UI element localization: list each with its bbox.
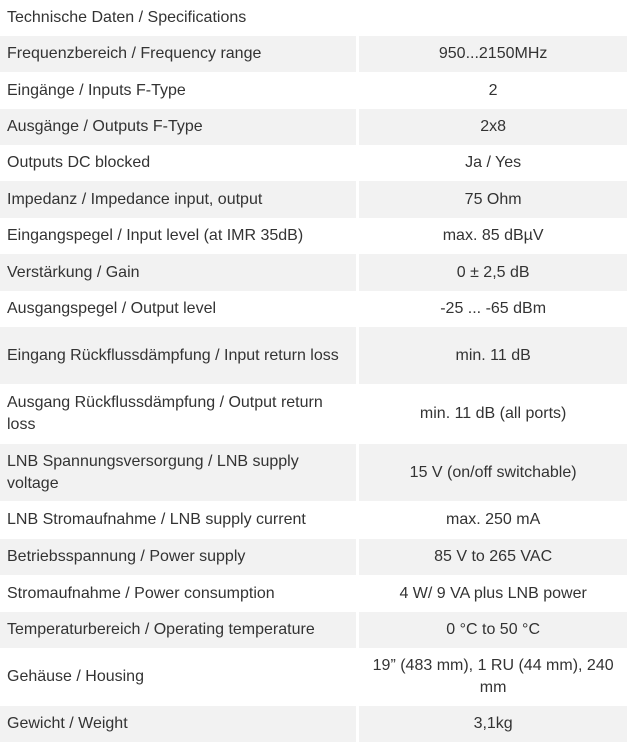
row-label: LNB Spannungsversorgung / LNB supply voltage	[0, 444, 356, 501]
table-row	[0, 648, 627, 706]
row-label: Impedanz / Impedance input, output	[0, 181, 356, 218]
row-value: 3,1kg	[359, 706, 627, 742]
row-label: Ausgangspegel / Output level	[7, 300, 217, 317]
row-value: 0 ± 2,5 dB	[359, 254, 627, 291]
row-label: Outputs DC blocked	[7, 154, 151, 171]
row-label: Ausgänge / Outputs F-Type	[0, 109, 356, 145]
row-label: Frequenzbereich / Frequency range	[0, 36, 356, 72]
row-label: Gewicht / Weight	[0, 706, 356, 742]
row-value: 2x8	[359, 109, 627, 145]
row-value: Ja / Yes	[465, 154, 522, 171]
row-value: max. 250 mA	[446, 511, 541, 528]
table-row	[0, 575, 627, 612]
row-label: Eingang Rückflussdämpfung / Input return loss	[0, 327, 356, 384]
table-row	[0, 612, 627, 648]
row-label: LNB Stromaufnahme / LNB supply current	[7, 511, 306, 528]
table-row	[0, 327, 627, 384]
row-label: Betriebsspannung / Power supply	[0, 539, 356, 575]
table-row	[0, 384, 627, 444]
row-value: max. 85 dBµV	[442, 227, 544, 244]
row-label: Stromaufnahme / Power consumption	[7, 584, 275, 602]
table-row	[0, 254, 627, 291]
table-row	[0, 218, 627, 254]
table-row	[0, 539, 627, 575]
row-value: 15 V (on/off switchable)	[359, 444, 627, 501]
row-label: Gehäuse / Housing	[7, 668, 144, 685]
table-row	[0, 109, 627, 145]
row-value: -25 ... -65 dBm	[440, 300, 547, 317]
row-label: Eingänge / Inputs F-Type	[7, 81, 186, 99]
row-value: 950...2150MHz	[359, 36, 627, 72]
row-label: Verstärkung / Gain	[0, 254, 356, 291]
row-value: min. 11 dB (all ports)	[419, 405, 567, 422]
row-value: 4 W/ 9 VA plus LNB power	[399, 584, 587, 602]
table-row	[0, 444, 627, 501]
row-label: Temperaturbereich / Operating temperature	[0, 612, 356, 648]
table-row	[0, 72, 627, 109]
row-value: 19” (483 mm), 1 RU (44 mm), 240 mm	[372, 657, 614, 696]
row-value: 0 °C to 50 °C	[359, 612, 627, 648]
row-value: 2	[488, 81, 498, 99]
table-row	[0, 145, 627, 181]
table-title: Technische Daten / Specifications	[7, 9, 247, 26]
table-row	[0, 706, 627, 742]
row-value: 85 V to 265 VAC	[359, 539, 627, 575]
row-value: min. 11 dB	[359, 327, 627, 384]
table-row	[0, 36, 627, 72]
table-row	[0, 181, 627, 218]
row-value: 75 Ohm	[359, 181, 627, 218]
row-label: Eingangspegel / Input level (at IMR 35dB)	[7, 227, 304, 244]
table-row	[0, 291, 627, 327]
row-label: Ausgang Rückflussdämpfung / Output return loss	[7, 394, 323, 433]
table-row	[0, 501, 627, 539]
